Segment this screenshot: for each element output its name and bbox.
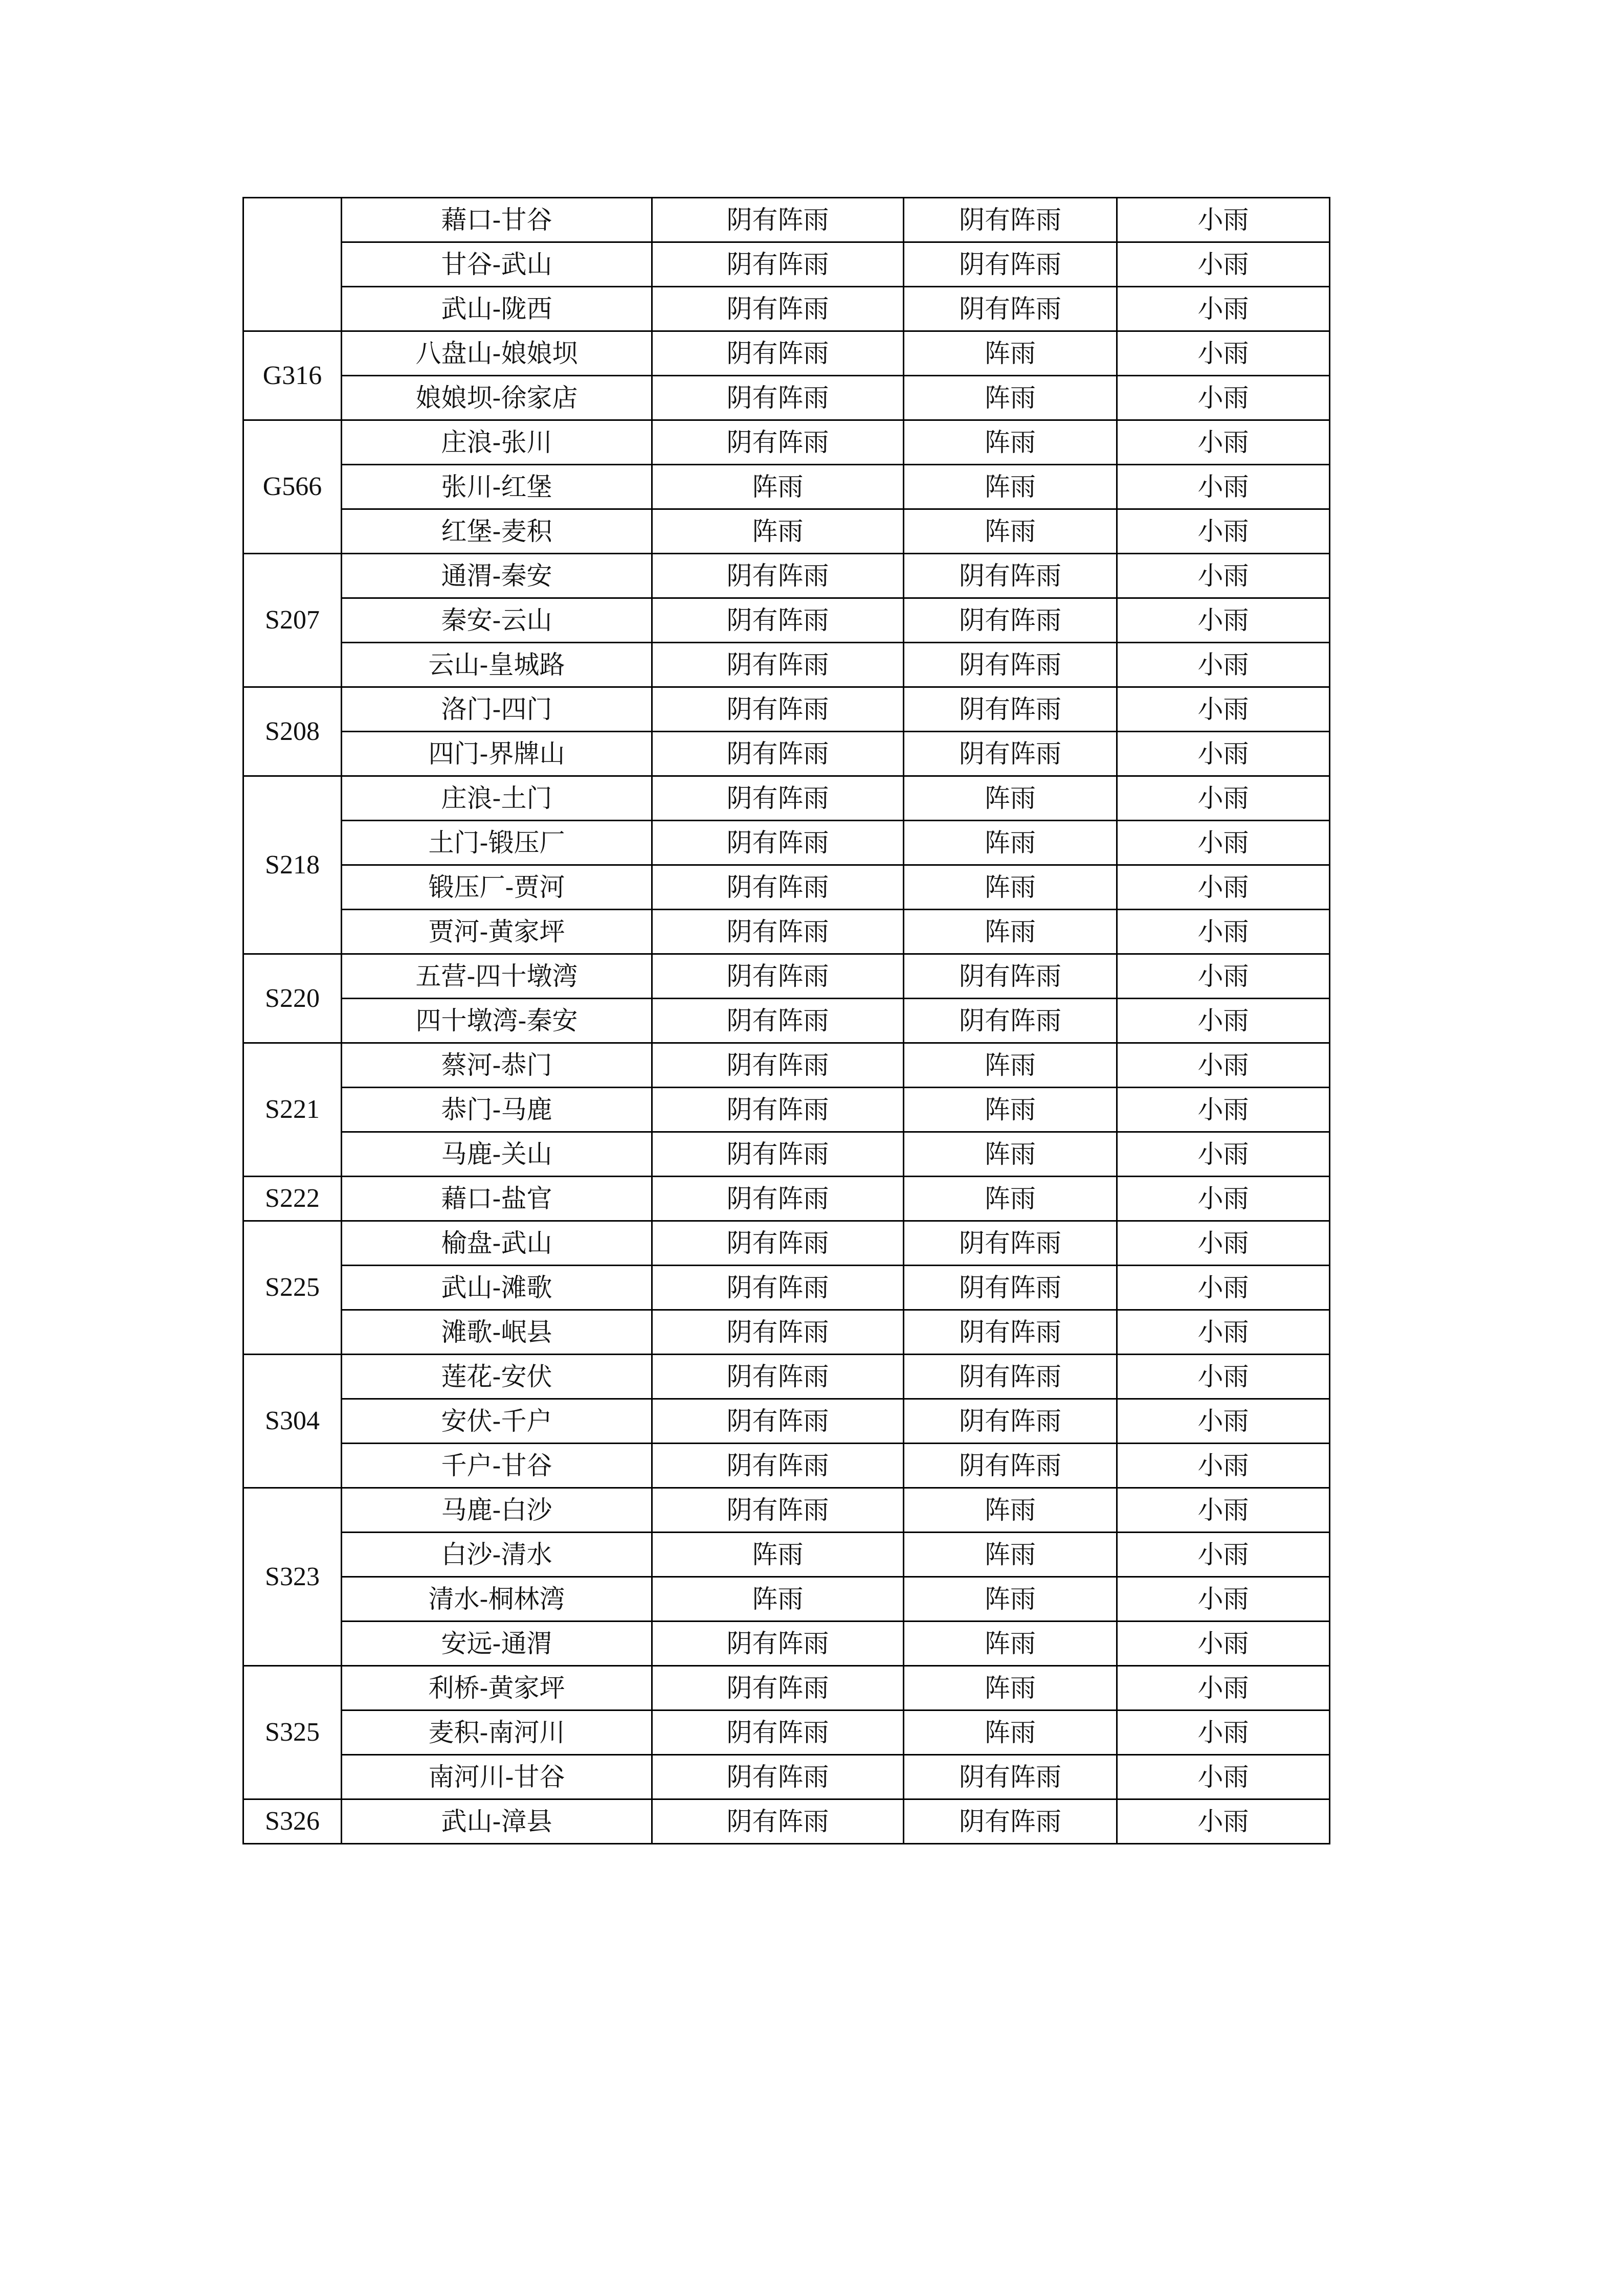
weather-period-1-cell: 阴有阵雨	[652, 821, 904, 865]
table-row	[243, 687, 1330, 732]
table-row	[243, 1177, 1330, 1221]
weather-period-3-cell: 小雨	[1117, 1444, 1330, 1488]
road-section-cell: 秦安-云山	[342, 598, 652, 643]
road-code-cell: S220	[243, 954, 342, 1043]
table-row	[243, 242, 1330, 287]
weather-period-3-cell: 小雨	[1117, 1710, 1330, 1755]
road-section-cell: 庄浪-土门	[342, 776, 652, 821]
weather-period-2-cell: 阵雨	[904, 865, 1117, 910]
weather-period-1-cell: 阴有阵雨	[652, 287, 904, 331]
road-section-cell: 甘谷-武山	[342, 242, 652, 287]
table-row	[243, 865, 1330, 910]
road-section-cell: 通渭-秦安	[342, 554, 652, 598]
weather-period-3-cell: 小雨	[1117, 420, 1330, 465]
weather-period-1-cell: 阴有阵雨	[652, 1444, 904, 1488]
weather-period-3-cell: 小雨	[1117, 643, 1330, 687]
weather-period-1-cell: 阴有阵雨	[652, 1043, 904, 1088]
table-row	[243, 331, 1330, 376]
table-row	[243, 1710, 1330, 1755]
road-code-cell: S326	[243, 1799, 342, 1844]
road-section-cell: 蔡河-恭门	[342, 1043, 652, 1088]
weather-period-3-cell: 小雨	[1117, 1177, 1330, 1221]
weather-period-3-cell: 小雨	[1117, 1755, 1330, 1799]
weather-period-2-cell: 阵雨	[904, 910, 1117, 954]
road-section-cell: 娘娘坝-徐家店	[342, 376, 652, 420]
road-section-cell: 马鹿-关山	[342, 1132, 652, 1177]
road-code-cell: S304	[243, 1355, 342, 1488]
weather-period-1-cell: 阴有阵雨	[652, 1132, 904, 1177]
table-row	[243, 776, 1330, 821]
weather-period-2-cell: 阴有阵雨	[904, 643, 1117, 687]
road-code-cell: S225	[243, 1221, 342, 1355]
weather-period-3-cell: 小雨	[1117, 910, 1330, 954]
road-code-cell: S222	[243, 1177, 342, 1221]
weather-period-1-cell: 阵雨	[652, 509, 904, 554]
weather-period-2-cell: 阴有阵雨	[904, 954, 1117, 999]
weather-period-2-cell: 阴有阵雨	[904, 1355, 1117, 1399]
weather-period-1-cell: 阴有阵雨	[652, 910, 904, 954]
table-row	[243, 1622, 1330, 1666]
road-section-cell: 土门-锻压厂	[342, 821, 652, 865]
weather-period-3-cell: 小雨	[1117, 554, 1330, 598]
weather-period-2-cell: 阵雨	[904, 331, 1117, 376]
weather-period-1-cell: 阴有阵雨	[652, 954, 904, 999]
weather-period-3-cell: 小雨	[1117, 1221, 1330, 1266]
table-row	[243, 1310, 1330, 1355]
weather-period-1-cell: 阴有阵雨	[652, 331, 904, 376]
weather-period-2-cell: 阵雨	[904, 1088, 1117, 1132]
weather-period-1-cell: 阵雨	[652, 465, 904, 509]
table-row	[243, 1132, 1330, 1177]
weather-period-1-cell: 阴有阵雨	[652, 732, 904, 776]
table-row	[243, 598, 1330, 643]
road-section-cell: 武山-漳县	[342, 1799, 652, 1844]
weather-period-3-cell: 小雨	[1117, 1043, 1330, 1088]
road-section-cell: 八盘山-娘娘坝	[342, 331, 652, 376]
table-row	[243, 732, 1330, 776]
table-row	[243, 554, 1330, 598]
weather-period-2-cell: 阵雨	[904, 1710, 1117, 1755]
weather-period-2-cell: 阵雨	[904, 1666, 1117, 1710]
weather-period-1-cell: 阴有阵雨	[652, 554, 904, 598]
weather-period-1-cell: 阴有阵雨	[652, 1799, 904, 1844]
table-row	[243, 643, 1330, 687]
table-body	[243, 198, 1330, 1844]
weather-period-3-cell: 小雨	[1117, 999, 1330, 1043]
weather-period-2-cell: 阴有阵雨	[904, 999, 1117, 1043]
weather-period-3-cell: 小雨	[1117, 598, 1330, 643]
weather-period-1-cell: 阴有阵雨	[652, 1399, 904, 1444]
weather-period-2-cell: 阵雨	[904, 509, 1117, 554]
table-row	[243, 509, 1330, 554]
weather-period-1-cell: 阴有阵雨	[652, 1488, 904, 1533]
table-row	[243, 1043, 1330, 1088]
weather-period-3-cell: 小雨	[1117, 954, 1330, 999]
road-code-cell: S208	[243, 687, 342, 776]
weather-period-2-cell: 阵雨	[904, 1488, 1117, 1533]
weather-period-2-cell: 阴有阵雨	[904, 732, 1117, 776]
table-row	[243, 376, 1330, 420]
weather-period-1-cell: 阴有阵雨	[652, 1177, 904, 1221]
weather-period-1-cell: 阴有阵雨	[652, 1622, 904, 1666]
road-section-cell: 锻压厂-贾河	[342, 865, 652, 910]
weather-period-1-cell: 阴有阵雨	[652, 376, 904, 420]
weather-period-1-cell: 阴有阵雨	[652, 1666, 904, 1710]
road-section-cell: 麦积-南河川	[342, 1710, 652, 1755]
weather-period-1-cell: 阴有阵雨	[652, 598, 904, 643]
road-section-cell: 南河川-甘谷	[342, 1755, 652, 1799]
road-section-cell: 四门-界牌山	[342, 732, 652, 776]
weather-period-1-cell: 阵雨	[652, 1533, 904, 1577]
weather-period-2-cell: 阴有阵雨	[904, 1310, 1117, 1355]
road-section-cell: 滩歌-岷县	[342, 1310, 652, 1355]
weather-period-3-cell: 小雨	[1117, 331, 1330, 376]
road-section-cell: 云山-皇城路	[342, 643, 652, 687]
road-section-cell: 榆盘-武山	[342, 1221, 652, 1266]
road-code-cell: G316	[243, 331, 342, 420]
weather-period-3-cell: 小雨	[1117, 1533, 1330, 1577]
road-section-cell: 利桥-黄家坪	[342, 1666, 652, 1710]
weather-period-3-cell: 小雨	[1117, 465, 1330, 509]
table-row	[243, 287, 1330, 331]
table-row	[243, 910, 1330, 954]
weather-period-3-cell: 小雨	[1117, 687, 1330, 732]
road-section-cell: 贾河-黄家坪	[342, 910, 652, 954]
table-row	[243, 821, 1330, 865]
table-row	[243, 1399, 1330, 1444]
weather-period-3-cell: 小雨	[1117, 1088, 1330, 1132]
weather-period-2-cell: 阵雨	[904, 420, 1117, 465]
table-row	[243, 1755, 1330, 1799]
road-code-cell: S207	[243, 554, 342, 687]
road-code-cell: G566	[243, 420, 342, 554]
weather-period-3-cell: 小雨	[1117, 1399, 1330, 1444]
road-code-cell: S218	[243, 776, 342, 954]
weather-period-1-cell: 阴有阵雨	[652, 687, 904, 732]
road-section-cell: 恭门-马鹿	[342, 1088, 652, 1132]
weather-period-3-cell: 小雨	[1117, 1666, 1330, 1710]
weather-period-2-cell: 阴有阵雨	[904, 1399, 1117, 1444]
road-section-cell: 红堡-麦积	[342, 509, 652, 554]
weather-period-2-cell: 阴有阵雨	[904, 598, 1117, 643]
weather-period-2-cell: 阵雨	[904, 1132, 1117, 1177]
road-section-cell: 清水-桐林湾	[342, 1577, 652, 1622]
table-row	[243, 1221, 1330, 1266]
weather-period-3-cell: 小雨	[1117, 865, 1330, 910]
table-row	[243, 465, 1330, 509]
table-row	[243, 1799, 1330, 1844]
weather-period-3-cell: 小雨	[1117, 1355, 1330, 1399]
road-section-cell: 莲花-安伏	[342, 1355, 652, 1399]
weather-period-3-cell: 小雨	[1117, 242, 1330, 287]
weather-period-3-cell: 小雨	[1117, 1132, 1330, 1177]
weather-period-3-cell: 小雨	[1117, 509, 1330, 554]
weather-period-3-cell: 小雨	[1117, 287, 1330, 331]
weather-period-1-cell: 阴有阵雨	[652, 420, 904, 465]
weather-period-3-cell: 小雨	[1117, 1488, 1330, 1533]
weather-period-2-cell: 阴有阵雨	[904, 287, 1117, 331]
weather-period-1-cell: 阴有阵雨	[652, 865, 904, 910]
weather-period-2-cell: 阴有阵雨	[904, 554, 1117, 598]
road-section-cell: 安远-通渭	[342, 1622, 652, 1666]
weather-period-2-cell: 阴有阵雨	[904, 1444, 1117, 1488]
weather-period-2-cell: 阴有阵雨	[904, 1266, 1117, 1310]
weather-period-3-cell: 小雨	[1117, 776, 1330, 821]
weather-period-1-cell: 阴有阵雨	[652, 198, 904, 242]
weather-period-2-cell: 阵雨	[904, 776, 1117, 821]
weather-period-1-cell: 阴有阵雨	[652, 1221, 904, 1266]
weather-period-1-cell: 阴有阵雨	[652, 643, 904, 687]
weather-period-2-cell: 阵雨	[904, 821, 1117, 865]
weather-period-2-cell: 阵雨	[904, 1177, 1117, 1221]
weather-period-2-cell: 阴有阵雨	[904, 242, 1117, 287]
road-weather-table	[242, 197, 1330, 1844]
table-row	[243, 999, 1330, 1043]
weather-period-2-cell: 阵雨	[904, 1577, 1117, 1622]
road-section-cell: 藉口-甘谷	[342, 198, 652, 242]
weather-period-1-cell: 阴有阵雨	[652, 1355, 904, 1399]
road-section-cell: 庄浪-张川	[342, 420, 652, 465]
table-row	[243, 420, 1330, 465]
road-section-cell: 五营-四十墩湾	[342, 954, 652, 999]
weather-period-3-cell: 小雨	[1117, 376, 1330, 420]
weather-period-1-cell: 阴有阵雨	[652, 1710, 904, 1755]
weather-period-1-cell: 阴有阵雨	[652, 1310, 904, 1355]
weather-period-3-cell: 小雨	[1117, 1266, 1330, 1310]
table-row	[243, 1533, 1330, 1577]
road-code-cell	[243, 198, 342, 331]
table-row	[243, 1488, 1330, 1533]
weather-period-2-cell: 阵雨	[904, 1043, 1117, 1088]
weather-period-2-cell: 阵雨	[904, 1533, 1117, 1577]
weather-period-1-cell: 阴有阵雨	[652, 242, 904, 287]
weather-period-3-cell: 小雨	[1117, 1799, 1330, 1844]
table-row	[243, 1666, 1330, 1710]
weather-period-1-cell: 阴有阵雨	[652, 999, 904, 1043]
table-row	[243, 1088, 1330, 1132]
weather-period-2-cell: 阴有阵雨	[904, 198, 1117, 242]
weather-period-3-cell: 小雨	[1117, 732, 1330, 776]
weather-period-2-cell: 阵雨	[904, 1622, 1117, 1666]
weather-period-1-cell: 阴有阵雨	[652, 776, 904, 821]
road-section-cell: 武山-陇西	[342, 287, 652, 331]
weather-period-3-cell: 小雨	[1117, 1622, 1330, 1666]
weather-period-2-cell: 阵雨	[904, 465, 1117, 509]
weather-period-2-cell: 阴有阵雨	[904, 1799, 1117, 1844]
weather-period-3-cell: 小雨	[1117, 821, 1330, 865]
weather-period-1-cell: 阴有阵雨	[652, 1266, 904, 1310]
road-code-cell: S221	[243, 1043, 342, 1177]
table-row	[243, 954, 1330, 999]
weather-period-3-cell: 小雨	[1117, 1310, 1330, 1355]
road-section-cell: 马鹿-白沙	[342, 1488, 652, 1533]
road-section-cell: 千户-甘谷	[342, 1444, 652, 1488]
road-section-cell: 张川-红堡	[342, 465, 652, 509]
road-code-cell: S325	[243, 1666, 342, 1799]
weather-period-1-cell: 阵雨	[652, 1577, 904, 1622]
table-row	[243, 1355, 1330, 1399]
weather-period-2-cell: 阵雨	[904, 376, 1117, 420]
table-row	[243, 1266, 1330, 1310]
weather-period-3-cell: 小雨	[1117, 1577, 1330, 1622]
weather-period-2-cell: 阴有阵雨	[904, 1755, 1117, 1799]
weather-period-2-cell: 阴有阵雨	[904, 1221, 1117, 1266]
table-row	[243, 1444, 1330, 1488]
weather-period-1-cell: 阴有阵雨	[652, 1088, 904, 1132]
road-section-cell: 白沙-清水	[342, 1533, 652, 1577]
forecast-table-container	[242, 197, 1330, 1844]
road-section-cell: 武山-滩歌	[342, 1266, 652, 1310]
weather-period-2-cell: 阴有阵雨	[904, 687, 1117, 732]
weather-period-3-cell: 小雨	[1117, 198, 1330, 242]
weather-period-1-cell: 阴有阵雨	[652, 1755, 904, 1799]
road-section-cell: 洛门-四门	[342, 687, 652, 732]
table-row	[243, 198, 1330, 242]
road-code-cell: S323	[243, 1488, 342, 1666]
road-section-cell: 安伏-千户	[342, 1399, 652, 1444]
table-row	[243, 1577, 1330, 1622]
road-section-cell: 藉口-盐官	[342, 1177, 652, 1221]
road-section-cell: 四十墩湾-秦安	[342, 999, 652, 1043]
